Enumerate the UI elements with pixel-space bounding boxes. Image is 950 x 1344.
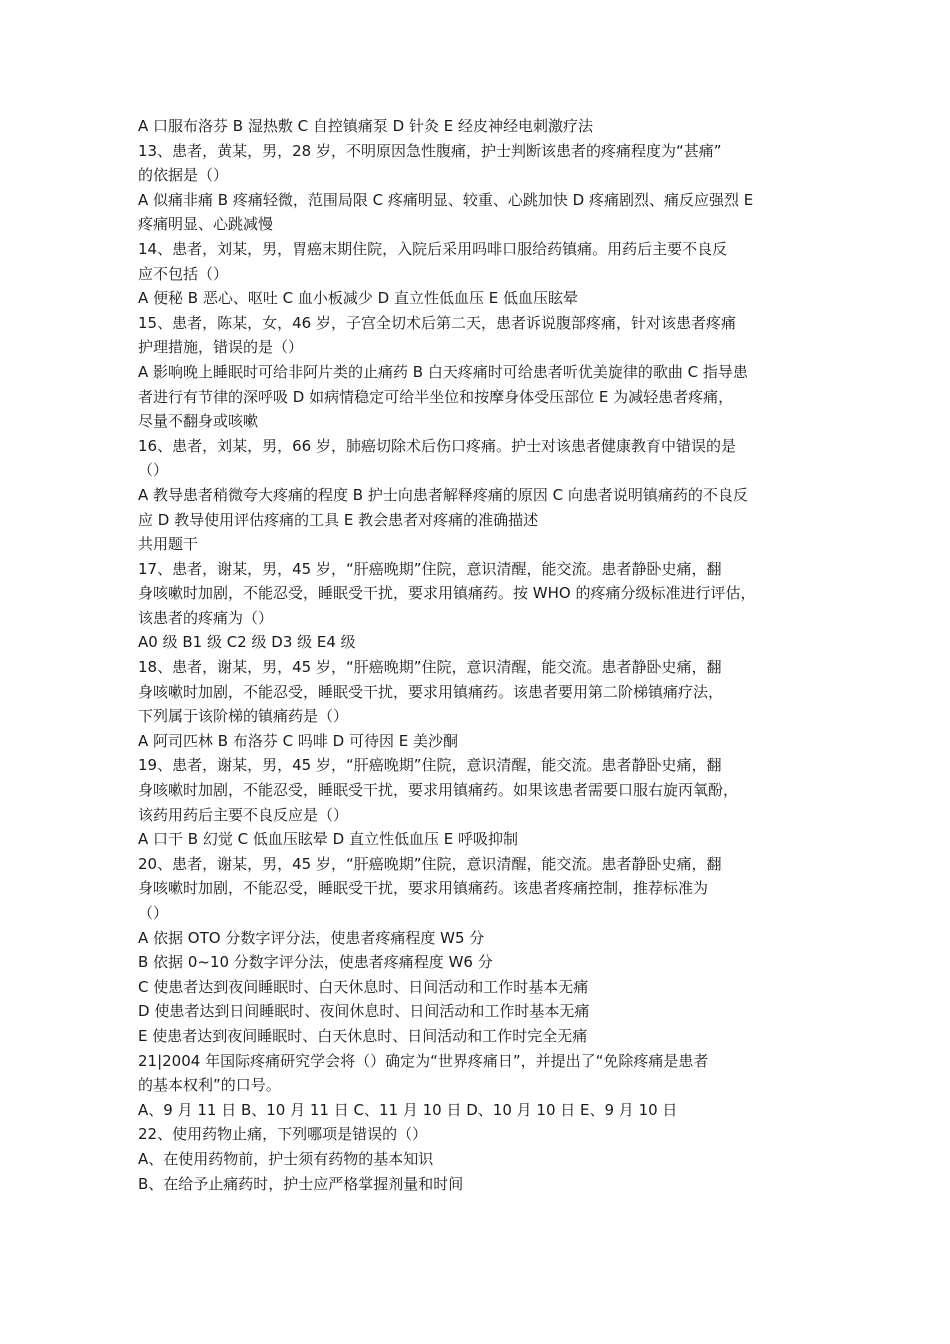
- text-line: 护理措施，错误的是（）: [138, 338, 304, 357]
- text-line: 应 D 教导使用评估疼痛的工具 E 教会患者对疼痛的准确描述: [138, 510, 539, 529]
- text-line: 身咳嗽时加剧，不能忍受，睡眠受干扰，要求用镇痛药。该患者要用第二阶梯镇痛疗法，: [138, 682, 724, 701]
- text-line: 21|2004 年国际疼痛研究学会将（）确定为“世界疼痛日”，并提出了“免除疼痛是患者: [138, 1051, 709, 1070]
- text-line: 20、患者，谢某，男，45 岁，“肝癌晚期”住院，意识清醒，能交流。患者静卧史痛，翻: [138, 854, 722, 873]
- text-line: 的基本权利”的口号。: [138, 1076, 281, 1095]
- text-line: 的依据是（）: [138, 166, 229, 185]
- text-line: 应不包括（）: [138, 264, 229, 283]
- text-line: 13、患者，黄某，男，28 岁，不明原因急性腹痛，护士判断该患者的疼痛程度为“甚痛”: [138, 141, 722, 160]
- text-line: 疼痛明显、心跳减慢: [138, 215, 274, 234]
- text-line: 22、使用药物止痛，下列哪项是错误的（）: [138, 1125, 428, 1144]
- text-line: A 似痛非痛 B 疼痛轻微，范围局限 C 疼痛明显、较重、心跳加快 D 疼痛剧烈、痛反应强烈 E: [138, 190, 754, 209]
- text-line: 身咳嗽时加剧，不能忍受，睡眠受干扰，要求用镇痛药。该患者疼痛控制，推荐标准为: [138, 879, 709, 898]
- text-line: 16、患者，刘某，男，66 岁，肺癌切除术后伤口疼痛。护士对该患者健康教育中错误的是: [138, 436, 736, 455]
- text-line: A 教导患者稍微夸大疼痛的程度 B 护士向患者解释疼痛的原因 C 向患者说明镇痛药的不良反: [138, 485, 748, 504]
- text-line: A、在使用药物前，护士须有药物的基本知识: [138, 1149, 434, 1168]
- text-line: A0 级 B1 级 C2 级 D3 级 E4 级: [138, 633, 356, 652]
- text-line: B、在给予止痛药时，护士应严格掌握剂量和时间: [138, 1174, 464, 1193]
- text-line: A 阿司匹林 B 布洛芬 C 吗啡 D 可待因 E 美沙酮: [138, 731, 458, 750]
- text-line: 17、患者，谢某，男，45 岁，“肝癌晚期”住院，意识清醒，能交流。患者静卧史痛，翻: [138, 559, 722, 578]
- text-line: A 口干 B 幻觉 C 低血压眩晕 D 直立性低血压 E 呼吸抑制: [138, 830, 518, 849]
- text-line: 18、患者，谢某，男，45 岁，“肝癌晚期”住院，意识清醒，能交流。患者静卧史痛，翻: [138, 658, 722, 677]
- text-line: 下列属于该阶梯的镇痛药是（）: [138, 707, 349, 726]
- text-line: E 使患者达到夜间睡眠时、白天休息时、日间活动和工作时完全无痛: [138, 1026, 588, 1045]
- text-line: 15、患者，陈某，女，46 岁，子宫全切术后第二天，患者诉说腹部疼痛，针对该患者疼痛: [138, 313, 736, 332]
- text-line: A、9 月 11 日 B、10 月 11 日 C、11 月 10 日 D、10 月 10 日 E、9 月 10 日: [138, 1100, 678, 1119]
- text-line: （）: [138, 904, 169, 922]
- text-line: 者进行有节律的深呼吸 D 如病情稳定可给半坐位和按摩身体受压部位 E 为减轻患者疼痛，: [138, 387, 734, 406]
- text-line: A 口服布洛芬 B 湿热敷 C 自控镇痛泵 D 针灸 E 经皮神经电刺激疗法: [138, 117, 593, 135]
- text-line: A 影响晚上睡眠时可给非阿片类的止痛药 B 白天疼痛时可给患者听优美旋律的歌曲 C 指导患: [138, 362, 748, 381]
- document-page: [138, 114, 818, 1196]
- text-line: 该药用药后主要不良反应是（）: [138, 805, 349, 824]
- text-line: 身咳嗽时加剧，不能忍受，睡眠受干扰，要求用镇痛药。按 WHO 的疼痛分级标准进行评估，: [138, 584, 756, 603]
- text-line: 19、患者，谢某，男，45 岁，“肝癌晚期”住院，意识清醒，能交流。患者静卧史痛，翻: [138, 756, 722, 775]
- text-line: A 依据 OTO 分数字评分法，使患者疼痛程度 W5 分: [138, 928, 485, 947]
- text-line: D 使患者达到日间睡眠时、夜间休息时、日间活动和工作时基本无痛: [138, 1002, 590, 1021]
- text-line: 该患者的疼痛为（）: [138, 608, 274, 627]
- text-line: B 依据 0~10 分数字评分法，使患者疼痛程度 W6 分: [138, 953, 493, 972]
- text-line: （）: [138, 461, 169, 480]
- text-line: 共用题干: [138, 535, 199, 554]
- text-line: C 使患者达到夜间睡眠时、白天休息时、日间活动和工作时基本无痛: [138, 977, 589, 996]
- text-line: 身咳嗽时加剧，不能忍受，睡眠受干扰，要求用镇痛药。如果该患者需要口服右旋丙氧酚，: [138, 781, 739, 800]
- text-line: 尽量不翻身或咳嗽: [138, 412, 259, 431]
- text-line: 14、患者，刘某，男，胃癌末期住院，入院后采用吗啡口服给药镇痛。用药后主要不良反: [138, 239, 728, 258]
- text-line: A 便秘 B 恶心、呕吐 C 血小板减少 D 直立性低血压 E 低血压眩晕: [138, 289, 578, 308]
